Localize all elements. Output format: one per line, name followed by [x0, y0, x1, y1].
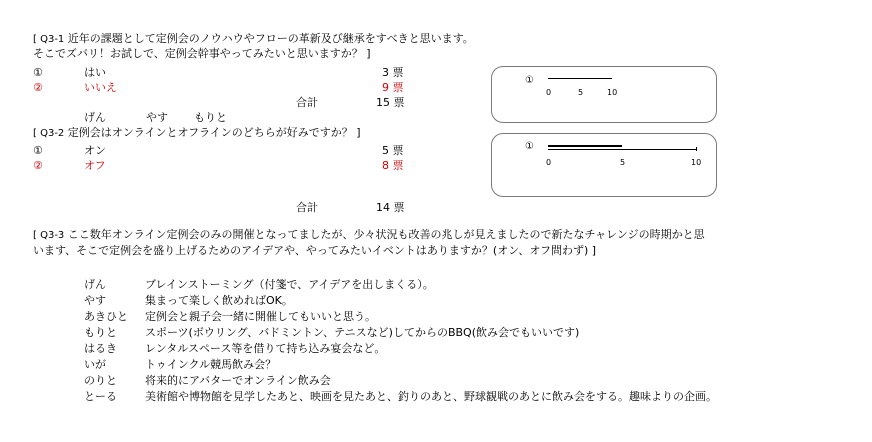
q2-chart-axis-end [696, 147, 697, 151]
answer-text: 集まって楽しく飲めればOK。 [145, 294, 293, 307]
q1-question-line1 [33, 31, 474, 47]
q2-option2-votes: 8 票 [382, 159, 404, 172]
q1-total-votes: 15 票 [376, 96, 405, 109]
q3-tag: [ Q3-3 [33, 230, 65, 241]
q2-option1-votes: 5 票 [382, 144, 404, 157]
q2-chart-category-label: ① [525, 141, 534, 152]
answer-name: あきひと [84, 310, 128, 323]
q2-chart-bar-series1 [548, 145, 622, 147]
q2-tag: [ Q3-2 [33, 128, 65, 139]
q2-option2-mark: ② [33, 159, 43, 172]
answer-name: やす [84, 294, 106, 307]
answer-text: 定例会と親子会一緒に開催してもいいと思う。 [145, 310, 376, 323]
answer-name: とーる [84, 390, 117, 403]
answer-text: トゥインクル競馬飲み会？ [145, 358, 277, 371]
answer-text: レンタルスペース等を借りて持ち込み宴会など。 [145, 342, 386, 355]
q1-name-2: やす [146, 111, 168, 124]
q1-chart-tick-10: 10 [607, 88, 618, 97]
answer-text: 将来的にアバターでオンライン飲み会 [145, 374, 331, 387]
q2-chart-bar-series2 [548, 149, 696, 150]
q1-total-label: 合計 [296, 96, 318, 109]
q1-text-line1: 近年の課題として定例会のノウハウやフローの革新及び継承をすべきと思います。 [67, 32, 474, 45]
q1-chart [491, 66, 717, 123]
answer-name: はるき [84, 342, 117, 355]
q1-option1-mark: ① [33, 66, 43, 79]
answer-name: もりと [84, 326, 117, 339]
q1-chart-tick-5: 5 [578, 88, 584, 97]
q1-option2-mark: ② [33, 81, 43, 94]
q1-name-1: げん [84, 111, 106, 124]
q3-question-line1 [33, 227, 705, 243]
q2-option1-mark: ① [33, 144, 43, 157]
q2-total-votes: 14 票 [376, 201, 405, 214]
q1-option2-label: いいえ [84, 81, 117, 94]
q1-tag: [ Q3-1 [33, 34, 65, 45]
answer-name: いが [84, 358, 106, 371]
q2-chart-tick-0: 0 [546, 158, 552, 167]
q1-chart-bar [548, 78, 612, 79]
q2-chart [491, 133, 717, 197]
answer-text: スポーツ(ボウリング、バドミントン、テニスなど)してからのBBQ(飲み会でもいいです) [145, 326, 580, 339]
q2-option2-label: オフ [84, 159, 106, 172]
q3-text-line2: います、そこで定例会を盛り上げるためのアイデアや、やってみたいイベントはありますか？(オン、オフ問わず) ] [33, 244, 597, 257]
answer-text: ブレインストーミング（付箋で、アイデアを出しまくる）。 [145, 278, 434, 291]
q2-option1-label: オン [84, 144, 106, 157]
answer-text: 美術館や博物館を見学したあと、映画を見たあと、釣りのあと、野球観戦のあとに飲み会をする。趣味よりの企画。 [145, 390, 717, 403]
q2-question-line1 [33, 125, 361, 141]
q1-chart-category-label: ① [525, 75, 534, 86]
q3-text-line1: ここ数年オンライン定例会のみの開催となってましたが、少々状況も改善の兆しが見えましたので新たなチャレンジの時期かと思 [67, 228, 705, 241]
answer-name: のりと [84, 374, 117, 387]
q2-chart-tick-5: 5 [620, 158, 626, 167]
q2-text-line1: 定例会はオンラインとオフラインのどちらが好みですか？ ] [67, 126, 361, 139]
q2-total-label: 合計 [296, 201, 318, 214]
q1-option1-label: はい [84, 66, 106, 79]
q1-option1-votes: 3 票 [382, 66, 404, 79]
q1-text-line2: そこでズバリ！お試しで、定例会幹事やってみたいと思いますか？ ] [33, 47, 371, 60]
q2-chart-tick-10: 10 [691, 158, 702, 167]
answer-name: げん [84, 278, 106, 291]
q1-chart-tick-0: 0 [546, 88, 552, 97]
q1-option2-votes: 9 票 [382, 81, 404, 94]
q1-name-3: もりと [194, 111, 227, 124]
